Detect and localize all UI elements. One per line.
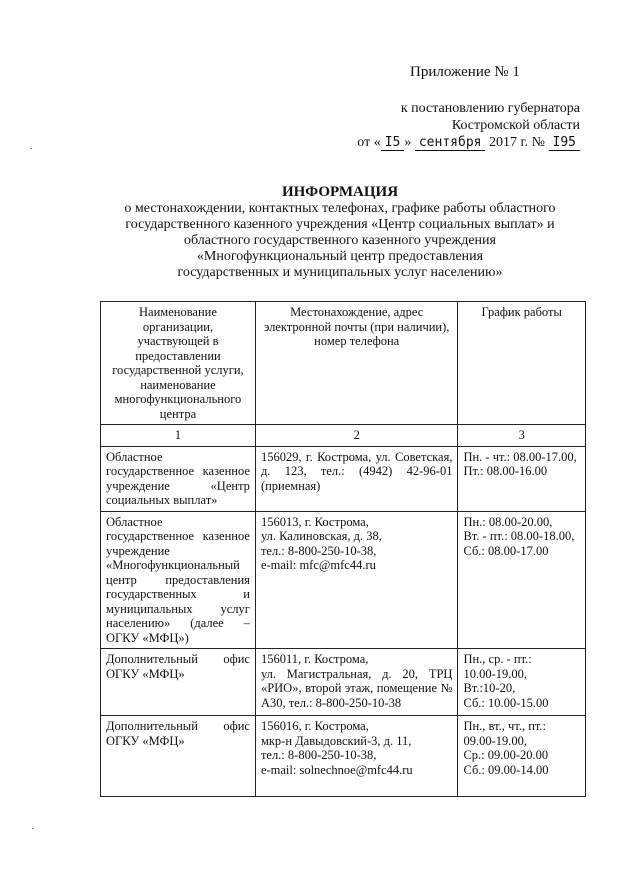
row-2-schedule-line: Вт. - пт.: 08.00-18.00, xyxy=(463,529,575,543)
column-number-3: 3 xyxy=(458,425,586,447)
heading-line-2: государственного казенного учреждения «Центр социальных выплат» и xyxy=(125,217,555,232)
row-4-schedule-line: Сб.: 09.00-14.00 xyxy=(463,762,549,777)
decree-month: сентября xyxy=(415,135,486,151)
decree-close-quote: » xyxy=(404,135,412,150)
row-2-schedule-line: Сб.: 08.00-17.00 xyxy=(463,543,549,558)
decree-from: от « xyxy=(357,135,381,150)
table-row xyxy=(101,511,586,649)
decree-day: I5 xyxy=(381,135,405,151)
row-1-schedule xyxy=(458,446,586,511)
table-row xyxy=(101,446,586,511)
decree-line-2: Костромской области xyxy=(451,118,580,133)
scan-speck xyxy=(32,828,34,829)
row-1-address: 156029, г. Кострома, ул. Советская, д. 123, тел.: (4942) 42-96-01 (приемная) xyxy=(255,446,458,511)
row-2-address-line: 156013, г. Кострома, xyxy=(260,514,369,529)
table-row xyxy=(101,716,586,797)
row-1-organization: Областное государственное казенное учреждение «Центр социальных выплат» xyxy=(101,446,256,511)
header-schedule: График работы xyxy=(458,302,586,425)
row-2-schedule-line: Пн.: 08.00-20.00, xyxy=(463,514,553,529)
info-table xyxy=(100,301,586,797)
decree-number: I95 xyxy=(549,135,580,151)
row-2-schedule xyxy=(458,511,586,649)
heading-line-3: областного государственного казенного учреждения xyxy=(184,233,496,248)
row-3-organization: Дополнительный офис ОГКУ «МФЦ» xyxy=(101,649,256,716)
row-4-address-line: тел.: 8-800-250-10-38, xyxy=(260,748,377,762)
header-organization: Наименование организации, участвующей в предоставлении государственной услуги, наименование многофункционального центра xyxy=(101,302,256,425)
table-row xyxy=(101,649,586,716)
appendix-label: Приложение № 1 xyxy=(410,64,520,80)
row-2-address-line: тел.: 8-800-250-10-38, xyxy=(260,543,377,558)
row-2-organization: Областное государственное казенное учреждение «Многофункциональный центр предоставления государственных и муниципальных услуг населению» (далее – ОГКУ «МФЦ») xyxy=(101,511,256,649)
decree-date-line xyxy=(300,134,580,151)
heading-title: ИНФОРМАЦИЯ xyxy=(281,184,399,200)
row-3-schedule xyxy=(458,649,586,716)
row-4-schedule-line: 09.00-19.00, xyxy=(463,733,527,748)
document-heading xyxy=(90,184,590,281)
row-3-schedule-line: Пн., ср. - пт.: xyxy=(463,652,532,666)
heading-line-1: о местонахождении, контактных телефонах, графике работы областного xyxy=(124,201,556,216)
row-2-email: e-mail: mfc@mfc44.ru xyxy=(260,558,376,572)
row-4-schedule-line: Пн., вт., чт., пт.: xyxy=(463,719,547,733)
row-3-schedule-line: 10.00-19.00, xyxy=(463,666,527,681)
scan-speck xyxy=(30,148,32,149)
row-2-address-line: ул. Калиновская, д. 38, xyxy=(260,529,382,543)
row-4-organization: Дополнительный офис ОГКУ «МФЦ» xyxy=(101,716,256,797)
table-header-row xyxy=(101,302,586,425)
decree-line-1: к постановлению губернатора xyxy=(400,101,580,116)
column-number-2: 2 xyxy=(255,425,458,447)
row-3-address xyxy=(255,649,458,716)
row-3-schedule-line: Вт.:10-20, xyxy=(463,681,516,695)
row-2-address xyxy=(255,511,458,649)
decree-reference xyxy=(300,100,580,151)
row-3-schedule-line: Сб.: 10.00-15.00 xyxy=(463,695,549,710)
heading-line-4: «Многофункциональный центр предоставления xyxy=(196,249,484,264)
table-number-row xyxy=(101,425,586,447)
row-4-address-line: 156016, г. Кострома, xyxy=(260,719,369,733)
row-4-address-line: мкр-н Давыдовский-3, д. 11, xyxy=(260,733,412,748)
row-4-schedule xyxy=(458,716,586,797)
row-3-address-line: 156011, г. Кострома, xyxy=(260,652,369,666)
heading-line-5: государственных и муниципальных услуг населению» xyxy=(177,265,503,280)
row-1-schedule-line: Пт.: 08.00-16.00 xyxy=(463,464,548,478)
row-4-email: e-mail: solnechnoe@mfc44.ru xyxy=(260,762,413,777)
row-4-schedule-line: Ср.: 09.00-20.00 xyxy=(463,748,549,762)
row-1-schedule-line: Пн. - чт.: 08.00-17.00, xyxy=(463,449,577,464)
column-number-1: 1 xyxy=(101,425,256,447)
row-3-address-line: ул. Магистральная, д. 20, ТРЦ «РИО», второй этаж, помещение № А30, тел.: 8-800-250-10-38 xyxy=(260,666,453,710)
header-address: Местонахождение, адрес электронной почты (при наличии), номер телефона xyxy=(255,302,458,425)
row-4-address xyxy=(255,716,458,797)
decree-year: 2017 г. № xyxy=(488,135,546,150)
